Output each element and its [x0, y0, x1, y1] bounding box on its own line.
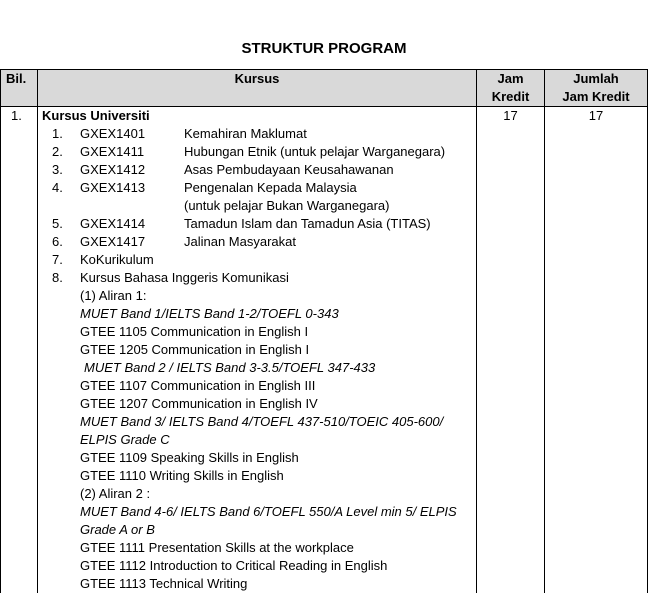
english-course-line [42, 341, 476, 359]
course-number: 1. [52, 126, 63, 141]
header-jam-kredit [477, 70, 545, 107]
course-row [42, 179, 476, 197]
header-jumlah-line1: Jumlah [573, 71, 619, 86]
english-line-text: GTEE 1113 Technical Writing [80, 576, 248, 591]
list-item-item8 [42, 269, 476, 287]
course-row [42, 125, 476, 143]
course-name: (untuk pelajar Bukan Warganegara) [184, 198, 390, 213]
course-code: GXEX1411 [80, 144, 145, 159]
english-line-text: GTEE 1110 Writing Skills in English [80, 468, 284, 483]
english-course-line [42, 521, 476, 539]
english-line-text: MUET Band 2 / IELTS Band 3-3.5/TOEFL 347-433 [84, 360, 376, 375]
english-course-line [42, 449, 476, 467]
header-bil: Bil. [1, 70, 38, 107]
english-course-line [42, 539, 476, 557]
course-number: 4. [52, 180, 63, 195]
row-jam-kredit: 17 [477, 107, 545, 594]
english-line-text: GTEE 1112 Introduction to Critical Reading in English [80, 558, 388, 573]
course-row [42, 197, 476, 215]
course-number: 5. [52, 216, 63, 231]
course-code: GXEX1414 [80, 216, 146, 231]
english-line-text: MUET Band 1/IELTS Band 1-2/TOEFL 0-343 [80, 306, 339, 321]
english-course-line [42, 575, 476, 593]
english-line-text: MUET Band 4-6/ IELTS Band 6/TOEFL 550/A Level min 5/ ELPIS [80, 504, 457, 519]
program-structure-table [0, 69, 648, 593]
header-kursus: Kursus [38, 70, 477, 107]
english-line-text: GTEE 1105 Communication in English I [80, 324, 309, 339]
english-line-text: GTEE 1207 Communication in English IV [80, 396, 318, 411]
course-name: Kemahiran Maklumat [184, 126, 307, 141]
header-jam-kredit-line1: Jam [497, 71, 524, 86]
english-course-line [42, 287, 476, 305]
english-line-text: GTEE 1111 Presentation Skills at the workplace [80, 540, 354, 555]
row-bil: 1. [1, 107, 38, 594]
course-code: GXEX1401 [80, 126, 146, 141]
list-item-item7 [42, 251, 476, 269]
header-jumlah-jam-kredit [545, 70, 648, 107]
english-course-line [42, 467, 476, 485]
item-label: Kursus Bahasa Inggeris Komunikasi [80, 270, 289, 285]
course-list [38, 107, 476, 593]
english-course-line [42, 359, 476, 377]
english-course-line [42, 557, 476, 575]
english-course-line [42, 431, 476, 449]
course-name: Hubungan Etnik (untuk pelajar Warganegara) [184, 144, 446, 159]
item-number: 8. [52, 270, 63, 285]
course-row [42, 143, 476, 161]
course-code: GXEX1417 [80, 234, 146, 249]
course-row [42, 215, 476, 233]
english-course-line [42, 395, 476, 413]
english-line-text: GTEE 1107 Communication in English III [80, 378, 316, 393]
english-line-text: Grade A or B [80, 522, 155, 537]
table-row [1, 107, 648, 594]
course-code: GXEX1412 [80, 162, 146, 177]
course-number: 6. [52, 234, 63, 249]
english-line-text: ELPIS Grade C [80, 432, 170, 447]
english-line-text: MUET Band 3/ IELTS Band 4/TOEFL 437-510/TOEIC 405-600/ [80, 414, 444, 429]
english-course-line [42, 413, 476, 431]
row-jumlah-jam-kredit: 17 [545, 107, 648, 594]
english-course-line [42, 377, 476, 395]
table-header-row [1, 70, 648, 107]
english-course-line [42, 305, 476, 323]
item-number: 7. [52, 252, 63, 267]
english-line-text: (2) Aliran 2 : [80, 486, 151, 501]
page-title: STRUKTUR PROGRAM [241, 40, 407, 57]
english-course-line [42, 485, 476, 503]
course-number: 2. [52, 144, 63, 159]
course-name: Jalinan Masyarakat [184, 234, 296, 249]
course-code: GXEX1413 [80, 180, 146, 195]
course-name: Pengenalan Kepada Malaysia [184, 180, 357, 195]
course-name: Tamadun Islam dan Tamadun Asia (TITAS) [184, 216, 431, 231]
item-label: KoKurikulum [80, 252, 154, 267]
row-kursus [38, 107, 477, 594]
english-course-line [42, 503, 476, 521]
english-line-text: GTEE 1109 Speaking Skills in English [80, 450, 299, 465]
course-name: Asas Pembudayaan Keusahawanan [184, 162, 394, 177]
english-course-line [42, 323, 476, 341]
section-heading: Kursus Universiti [42, 108, 150, 123]
header-jam-kredit-line2: Kredit [491, 89, 530, 104]
header-jumlah-line2: Jam Kredit [562, 89, 630, 104]
english-line-text: (1) Aliran 1: [80, 288, 147, 303]
english-line-text: GTEE 1205 Communication in English I [80, 342, 310, 357]
course-number: 3. [52, 162, 63, 177]
course-row [42, 233, 476, 251]
course-row [42, 161, 476, 179]
